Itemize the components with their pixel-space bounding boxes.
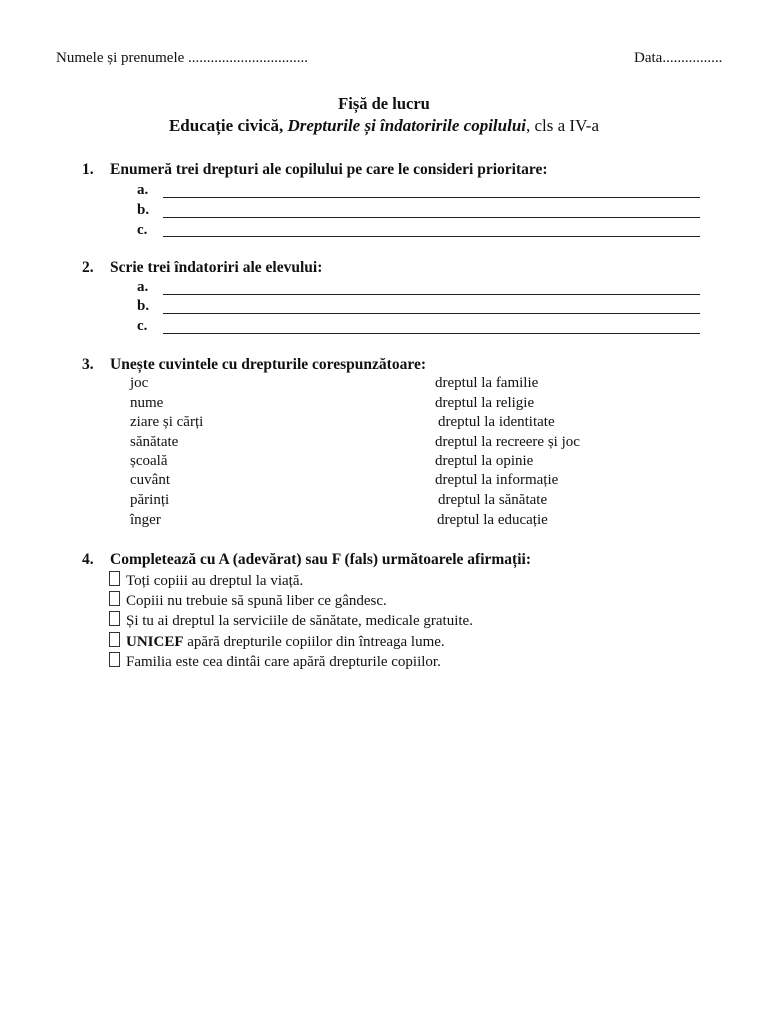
subject-name: Educație civică, [168,116,288,135]
match-right[interactable]: dreptul la religie [435,395,535,411]
answer-letter: a. [137,279,149,295]
tf-statement [109,632,445,651]
match-word[interactable]: părinți [130,492,170,508]
answer-letter: b. [137,202,150,218]
statement-text: UNICEF [126,634,184,650]
match-word[interactable]: nume [130,395,164,411]
name-field-label: Numele și prenumele ................................ [56,50,309,66]
answer-line[interactable] [163,333,700,334]
class-level: , cls a IV-a [526,116,600,135]
statement-text: Și tu ai dreptul la serviciile de sănătate, medicale gratuite. [126,613,473,629]
worksheet-subtitle [0,116,768,136]
match-right[interactable]: dreptul la sănătate [438,492,548,508]
answer-box[interactable] [109,632,120,647]
question-number: 2. [82,259,94,276]
match-word[interactable]: sănătate [130,434,179,450]
statement-text: Familia este cea dintâi care apără drepturile copiilor. [126,654,441,670]
match-right[interactable]: dreptul la informație [435,472,559,488]
answer-box[interactable] [109,652,120,667]
tf-statement [109,652,441,671]
match-right[interactable]: dreptul la recreere și joc [435,434,580,450]
question-number: 3. [82,356,94,373]
statement-text: apără drepturile copiilor din întreaga lume. [183,634,445,650]
answer-line[interactable] [163,236,700,237]
match-word[interactable]: ziare și cărți [130,414,204,430]
match-right[interactable]: dreptul la identitate [438,414,555,430]
tf-statement [109,571,303,590]
date-field-label: Data................ [634,50,723,66]
answer-box[interactable] [109,571,120,586]
statement-text: Toți copiii au dreptul la viață. [126,573,304,589]
match-word[interactable]: cuvânt [130,472,170,488]
answer-letter: c. [137,318,148,334]
match-right[interactable]: dreptul la educație [437,512,548,528]
match-right[interactable]: dreptul la opinie [435,453,534,469]
question-4 [82,551,531,569]
answer-line[interactable] [163,217,700,218]
question-1 [82,161,548,179]
tf-statement [109,591,387,610]
answer-letter: a. [137,182,149,198]
answer-letter: b. [137,298,150,314]
question-number: 4. [82,551,94,568]
match-right[interactable]: dreptul la familie [435,375,539,391]
match-word[interactable]: școală [130,453,168,469]
question-3 [82,356,426,374]
question-text: Unește cuvintele cu drepturile corespunzătoare: [110,356,426,373]
question-text: Scrie trei îndatoriri ale elevului: [110,259,323,276]
worksheet-title: Fișă de lucru [338,94,430,113]
topic-name: Drepturile și îndatoririle copilului [287,116,526,135]
match-word[interactable]: înger [130,512,161,528]
answer-line[interactable] [163,294,700,295]
answer-line[interactable] [163,197,700,198]
answer-line[interactable] [163,313,700,314]
statement-text: Copiii nu trebuie să spună liber ce gândesc. [126,593,387,609]
question-number: 1. [82,161,94,178]
answer-letter: c. [137,222,148,238]
tf-statement [109,611,473,630]
question-text: Enumeră trei drepturi ale copilului pe care le consideri prioritare: [110,161,548,178]
question-text: Completează cu A (adevărat) sau F (fals) următoarele afirmații: [110,551,531,568]
question-2 [82,259,322,277]
match-word[interactable]: joc [130,375,149,391]
answer-box[interactable] [109,591,120,606]
answer-box[interactable] [109,611,120,626]
